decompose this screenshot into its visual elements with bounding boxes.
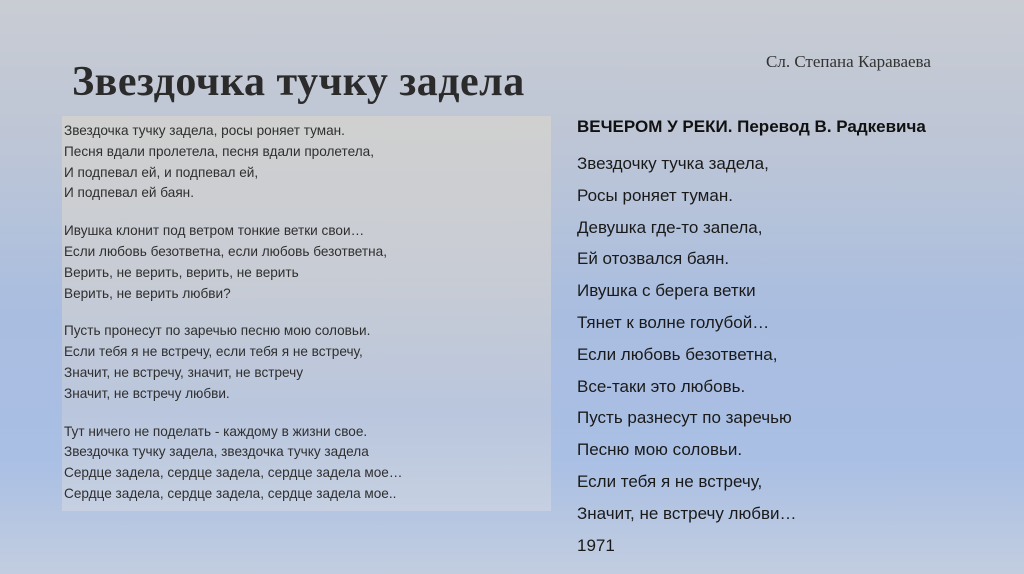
translation-lines (577, 148, 926, 561)
translation-line: Все-таки это любовь. (577, 376, 746, 396)
translation-block (577, 116, 926, 561)
lyric-line: Сердце задела, сердце задела, сердце задела мое… (64, 465, 403, 481)
lyric-line: Ивушка клонит под ветром тонкие ветки свои… (64, 223, 365, 239)
lyric-line: И подпевал ей, и подпевал ей, (64, 164, 259, 180)
lyric-line: Верить, не верить, верить, не верить (64, 264, 299, 280)
lyric-line: Значит, не встречу, значит, не встречу (64, 364, 304, 380)
lyric-line: Верить, не верить любви? (64, 285, 231, 301)
translation-line: Ивушка с берега ветки (577, 281, 756, 301)
lyric-line: И подпевал ей баян. (64, 185, 194, 201)
lyric-line: Сердце задела, сердце задела, сердце задела мое.. (64, 485, 397, 501)
lyrics-panel (62, 116, 551, 511)
lyric-line: Звездочка тучку задела, росы роняет туман. (64, 123, 345, 138)
translation-line: Если тебя я не встречу, (577, 471, 763, 491)
lyric-line: Если любовь безответна, если любовь безответна, (64, 243, 387, 259)
stanza (62, 221, 551, 304)
stanza (62, 422, 551, 505)
translation-line: Звездочку тучка задела, (577, 154, 769, 173)
stanza (62, 321, 551, 404)
translation-line: Песню мою соловьи. (577, 440, 743, 460)
lyric-line: Тут ничего не поделать - каждому в жизни свое. (64, 423, 368, 439)
translation-title: ВЕЧЕРОМ У РЕКИ. Перевод В. Радкевича (577, 117, 926, 136)
translation-line: Ей отозвался баян. (577, 249, 730, 269)
translation-line: Девушка где-то запела, (577, 217, 763, 237)
translation-line: Пусть разнесут по заречью (577, 408, 792, 428)
slide-title: Звездочка тучку задела (72, 59, 525, 105)
stanza (62, 121, 551, 204)
lyric-line: Значит, не встречу любви. (64, 385, 230, 401)
lyric-line: Пусть пронесут по заречью песню мою соловьи. (64, 323, 371, 339)
lyric-line: Звездочка тучку задела, звездочка тучку задела (64, 444, 369, 460)
translation-line: Значит, не встречу любви… (577, 503, 797, 523)
translation-line: Если любовь безответна, (577, 344, 778, 364)
translation-line: Тянет к волне голубой… (577, 312, 770, 332)
author-credit: Сл. Степана Караваева (766, 52, 931, 71)
translation-year: 1971 (577, 535, 615, 555)
translation-line: Росы роняет туман. (577, 185, 733, 205)
lyric-line: Песня вдали пролетела, песня вдали пролетела, (64, 143, 374, 159)
lyric-line: Если тебя я не встречу, если тебя я не встречу, (64, 344, 363, 360)
